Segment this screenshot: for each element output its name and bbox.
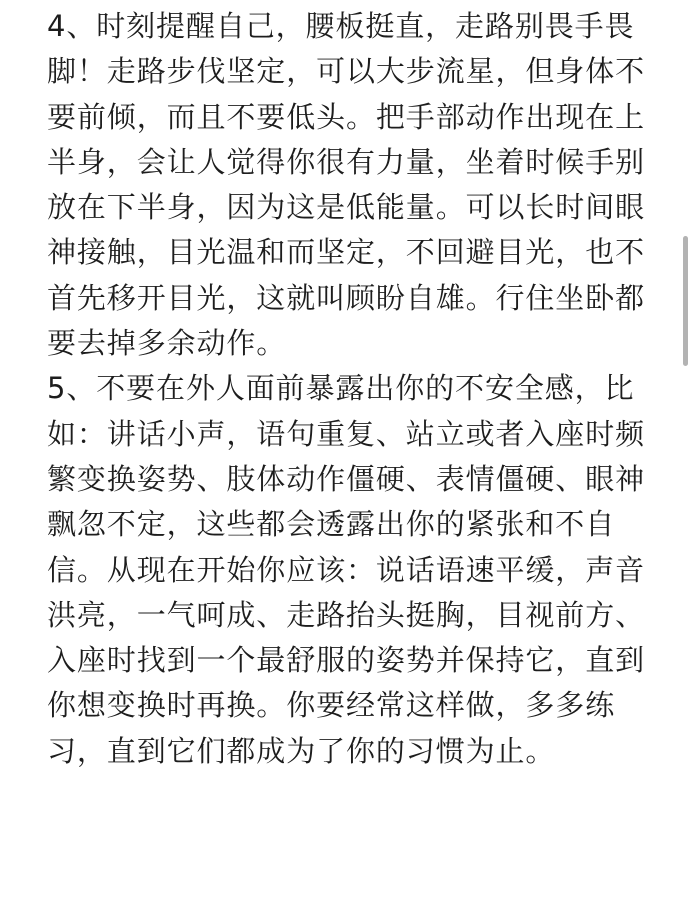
paragraph-4: 4、时刻提醒自己，腰板挺直，走路别畏手畏 脚！走路步伐坚定，可以大步流星，但身体不 要前倾，而且不要低头。把手部动作出现在上 半身，会让人觉得你很有力量，坐着时候手别 放在下半身，因为这是低能量。可以长时间眼 神接触，目光温和而坚定，不回避目光，也不 首先移开目光，这就叫顾盼自雄。行住坐卧都 要去掉多余动作。 <box>47 9 646 361</box>
article-body <box>47 4 647 774</box>
vertical-scrollbar[interactable] <box>680 0 690 920</box>
scrollbar-thumb[interactable] <box>683 236 688 366</box>
paragraph-5: 5、不要在外人面前暴露出你的不安全感，比 如：讲话小声，语句重复、站立或者入座时频 繁变换姿势、肢体动作僵硬、表情僵硬、眼神 飘忽不定，这些都会透露出你的紧张和不自 信。从现在开始你应该：说话语速平缓，声音 洪亮，一气呵成、走路抬头挺胸，目视前方、 入座时找到一个最舒服的姿势并保持它，直到 你想变换时再换。你要经常这样做，多多练 习，直到它们都成为了你的习惯为止。 <box>47 371 646 768</box>
